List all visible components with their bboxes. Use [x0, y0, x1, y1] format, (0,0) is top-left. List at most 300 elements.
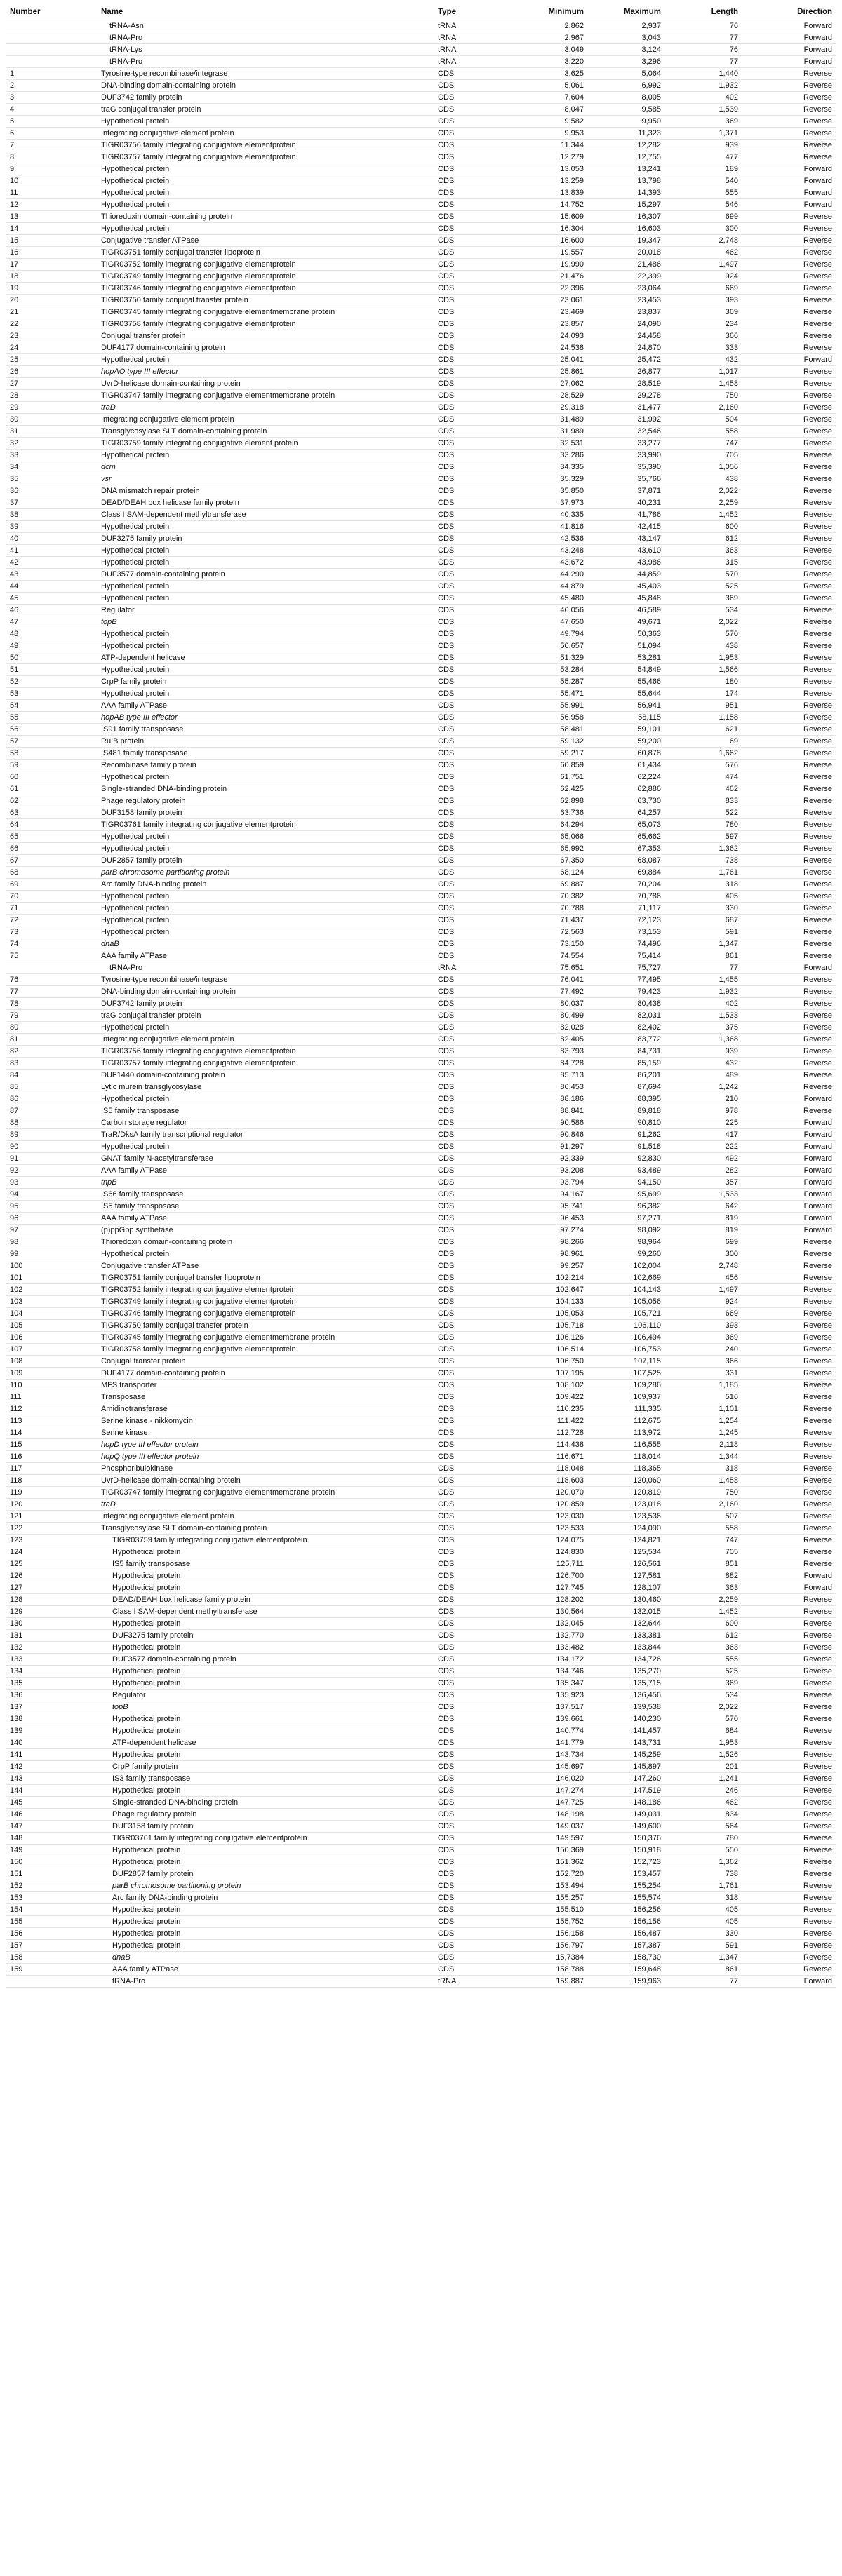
- header-number: Number: [6, 4, 97, 20]
- cell-number: 117: [6, 1463, 97, 1475]
- cell-maximum: 8,005: [588, 92, 665, 104]
- cell-direction: Reverse: [742, 1022, 836, 1034]
- cell-type: CDS: [434, 1368, 511, 1380]
- cell-name: DNA mismatch repair protein: [97, 485, 434, 497]
- cell-minimum: 31,489: [511, 414, 588, 426]
- cell-number: 29: [6, 402, 97, 414]
- cell-name: traG conjugal transfer protein: [97, 104, 434, 116]
- cell-maximum: 73,153: [588, 926, 665, 938]
- cell-minimum: 75,651: [511, 962, 588, 974]
- cell-minimum: 28,529: [511, 390, 588, 402]
- cell-number: 89: [6, 1129, 97, 1141]
- table-row: [6, 128, 836, 140]
- cell-number: 52: [6, 676, 97, 688]
- cell-length: 234: [665, 318, 742, 330]
- cell-number: 119: [6, 1487, 97, 1499]
- cell-minimum: 9,953: [511, 128, 588, 140]
- cell-direction: Reverse: [742, 1511, 836, 1523]
- cell-number: 154: [6, 1904, 97, 1916]
- cell-name: Hypothetical protein: [97, 521, 434, 533]
- cell-number: 126: [6, 1570, 97, 1582]
- cell-direction: Reverse: [742, 450, 836, 461]
- cell-minimum: 145,697: [511, 1761, 588, 1773]
- cell-type: CDS: [434, 1201, 511, 1213]
- cell-length: 861: [665, 1964, 742, 1976]
- table-row: [6, 1606, 836, 1618]
- cell-number: 37: [6, 497, 97, 509]
- cell-maximum: 107,525: [588, 1368, 665, 1380]
- cell-maximum: 149,600: [588, 1821, 665, 1833]
- cell-maximum: 45,848: [588, 593, 665, 605]
- cell-length: 462: [665, 783, 742, 795]
- table-row: [6, 187, 836, 199]
- table-row: [6, 68, 836, 80]
- cell-direction: Reverse: [742, 1678, 836, 1690]
- gene-annotation-table: [6, 4, 836, 1988]
- cell-number: 144: [6, 1785, 97, 1797]
- cell-name: DUF4177 domain-containing protein: [97, 1368, 434, 1380]
- cell-maximum: 112,675: [588, 1415, 665, 1427]
- cell-minimum: 62,425: [511, 783, 588, 795]
- cell-maximum: 22,399: [588, 271, 665, 283]
- cell-name: IS5 family transposase: [97, 1558, 434, 1570]
- cell-type: CDS: [434, 879, 511, 891]
- cell-maximum: 91,518: [588, 1141, 665, 1153]
- cell-direction: Reverse: [742, 712, 836, 724]
- cell-maximum: 99,260: [588, 1248, 665, 1260]
- cell-direction: Reverse: [742, 855, 836, 867]
- cell-direction: Forward: [742, 1213, 836, 1225]
- cell-direction: Reverse: [742, 151, 836, 163]
- cell-minimum: 72,563: [511, 926, 588, 938]
- cell-type: CDS: [434, 1642, 511, 1654]
- cell-name: (p)ppGpp synthetase: [97, 1225, 434, 1236]
- table-row: [6, 1749, 836, 1761]
- cell-direction: Reverse: [742, 1391, 836, 1403]
- cell-maximum: 35,390: [588, 461, 665, 473]
- cell-name: Hypothetical protein: [97, 1713, 434, 1725]
- table-row: [6, 1475, 836, 1487]
- table-row: [6, 1260, 836, 1272]
- cell-maximum: 105,056: [588, 1296, 665, 1308]
- cell-minimum: 99,257: [511, 1260, 588, 1272]
- cell-maximum: 85,159: [588, 1058, 665, 1070]
- cell-length: 882: [665, 1570, 742, 1582]
- cell-type: CDS: [434, 497, 511, 509]
- cell-number: 34: [6, 461, 97, 473]
- cell-maximum: 64,257: [588, 807, 665, 819]
- cell-direction: Reverse: [742, 1236, 836, 1248]
- cell-minimum: 51,329: [511, 652, 588, 664]
- cell-length: 456: [665, 1272, 742, 1284]
- header-minimum: Minimum: [511, 4, 588, 20]
- cell-minimum: 106,750: [511, 1356, 588, 1368]
- cell-minimum: 23,469: [511, 306, 588, 318]
- cell-length: 432: [665, 1058, 742, 1070]
- cell-number: 158: [6, 1952, 97, 1964]
- cell-number: 63: [6, 807, 97, 819]
- cell-maximum: 70,786: [588, 891, 665, 903]
- cell-minimum: 88,841: [511, 1105, 588, 1117]
- cell-length: 225: [665, 1117, 742, 1129]
- cell-number: 103: [6, 1296, 97, 1308]
- cell-name: AAA family ATPase: [97, 1964, 434, 1976]
- table-row: [6, 807, 836, 819]
- cell-number: 84: [6, 1070, 97, 1081]
- cell-maximum: 79,423: [588, 986, 665, 998]
- cell-maximum: 31,477: [588, 402, 665, 414]
- cell-length: 851: [665, 1558, 742, 1570]
- cell-number: 94: [6, 1189, 97, 1201]
- cell-maximum: 102,004: [588, 1260, 665, 1272]
- cell-direction: Reverse: [742, 1642, 836, 1654]
- cell-type: CDS: [434, 676, 511, 688]
- cell-minimum: 91,297: [511, 1141, 588, 1153]
- cell-maximum: 130,460: [588, 1594, 665, 1606]
- cell-minimum: 56,958: [511, 712, 588, 724]
- cell-minimum: 155,510: [511, 1904, 588, 1916]
- cell-name: AAA family ATPase: [97, 950, 434, 962]
- cell-number: 133: [6, 1654, 97, 1666]
- cell-type: CDS: [434, 1940, 511, 1952]
- table-row: [6, 1165, 836, 1177]
- cell-direction: Reverse: [742, 533, 836, 545]
- table-row: [6, 652, 836, 664]
- cell-minimum: 3,220: [511, 56, 588, 68]
- cell-direction: Reverse: [742, 1451, 836, 1463]
- cell-type: CDS: [434, 1761, 511, 1773]
- cell-direction: Reverse: [742, 1821, 836, 1833]
- cell-maximum: 109,286: [588, 1380, 665, 1391]
- cell-length: 69: [665, 736, 742, 748]
- cell-maximum: 43,147: [588, 533, 665, 545]
- cell-number: 104: [6, 1308, 97, 1320]
- cell-direction: Reverse: [742, 342, 836, 354]
- cell-minimum: 2,862: [511, 20, 588, 32]
- cell-direction: Reverse: [742, 366, 836, 378]
- cell-type: CDS: [434, 1797, 511, 1809]
- table-row: [6, 259, 836, 271]
- cell-number: 113: [6, 1415, 97, 1427]
- cell-maximum: 50,363: [588, 628, 665, 640]
- cell-type: CDS: [434, 1153, 511, 1165]
- cell-minimum: 150,369: [511, 1845, 588, 1856]
- cell-minimum: 132,045: [511, 1618, 588, 1630]
- cell-name: Regulator: [97, 605, 434, 616]
- cell-type: CDS: [434, 1785, 511, 1797]
- cell-length: 405: [665, 891, 742, 903]
- table-row: [6, 533, 836, 545]
- cell-number: 57: [6, 736, 97, 748]
- cell-length: 1,185: [665, 1380, 742, 1391]
- cell-direction: Forward: [742, 20, 836, 32]
- cell-maximum: 3,043: [588, 32, 665, 44]
- cell-minimum: 24,093: [511, 330, 588, 342]
- cell-type: tRNA: [434, 44, 511, 56]
- cell-length: 1,533: [665, 1189, 742, 1201]
- cell-minimum: 102,214: [511, 1272, 588, 1284]
- cell-direction: Reverse: [742, 1856, 836, 1868]
- cell-maximum: 128,107: [588, 1582, 665, 1594]
- cell-minimum: 92,339: [511, 1153, 588, 1165]
- cell-number: 14: [6, 223, 97, 235]
- cell-direction: Reverse: [742, 1606, 836, 1618]
- cell-direction: Forward: [742, 1165, 836, 1177]
- cell-type: CDS: [434, 593, 511, 605]
- cell-maximum: 106,753: [588, 1344, 665, 1356]
- cell-type: CDS: [434, 128, 511, 140]
- cell-number: 53: [6, 688, 97, 700]
- cell-direction: Reverse: [742, 1463, 836, 1475]
- cell-name: DUF1440 domain-containing protein: [97, 1070, 434, 1081]
- cell-minimum: 55,991: [511, 700, 588, 712]
- cell-minimum: 102,647: [511, 1284, 588, 1296]
- cell-name: Tyrosine-type recombinase/integrase: [97, 68, 434, 80]
- cell-type: CDS: [434, 1332, 511, 1344]
- cell-number: 59: [6, 760, 97, 771]
- cell-name: TIGR03746 family integrating conjugative elementprotein: [97, 283, 434, 295]
- cell-number: 61: [6, 783, 97, 795]
- cell-number: 47: [6, 616, 97, 628]
- cell-length: 1,953: [665, 1737, 742, 1749]
- cell-name: Hypothetical protein: [97, 450, 434, 461]
- cell-number: 77: [6, 986, 97, 998]
- cell-direction: Reverse: [742, 68, 836, 80]
- cell-name: Hypothetical protein: [97, 354, 434, 366]
- cell-name: TIGR03756 family integrating conjugative elementprotein: [97, 140, 434, 151]
- cell-length: 315: [665, 557, 742, 569]
- cell-type: CDS: [434, 163, 511, 175]
- cell-minimum: 83,793: [511, 1046, 588, 1058]
- cell-number: 149: [6, 1845, 97, 1856]
- cell-direction: Reverse: [742, 1928, 836, 1940]
- cell-direction: Reverse: [742, 1105, 836, 1117]
- cell-maximum: 43,986: [588, 557, 665, 569]
- cell-name: Serine kinase: [97, 1427, 434, 1439]
- cell-length: 534: [665, 1690, 742, 1701]
- cell-number: 155: [6, 1916, 97, 1928]
- cell-direction: Reverse: [742, 986, 836, 998]
- cell-maximum: 91,262: [588, 1129, 665, 1141]
- cell-maximum: 45,403: [588, 581, 665, 593]
- cell-minimum: 156,158: [511, 1928, 588, 1940]
- cell-minimum: 19,557: [511, 247, 588, 259]
- cell-direction: Reverse: [742, 1046, 836, 1058]
- cell-minimum: 96,453: [511, 1213, 588, 1225]
- cell-name: Hypothetical protein: [97, 1928, 434, 1940]
- table-row: [6, 1546, 836, 1558]
- cell-type: tRNA: [434, 962, 511, 974]
- cell-type: CDS: [434, 1678, 511, 1690]
- cell-type: CDS: [434, 1415, 511, 1427]
- cell-minimum: 59,132: [511, 736, 588, 748]
- cell-number: 153: [6, 1892, 97, 1904]
- cell-number: 128: [6, 1594, 97, 1606]
- cell-number: 38: [6, 509, 97, 521]
- cell-number: [6, 56, 97, 68]
- cell-minimum: 3,049: [511, 44, 588, 56]
- cell-maximum: 61,434: [588, 760, 665, 771]
- cell-type: CDS: [434, 1177, 511, 1189]
- cell-length: 1,761: [665, 867, 742, 879]
- cell-length: 2,118: [665, 1439, 742, 1451]
- cell-length: 1,761: [665, 1880, 742, 1892]
- cell-minimum: 123,533: [511, 1523, 588, 1535]
- cell-maximum: 56,941: [588, 700, 665, 712]
- header-maximum: Maximum: [588, 4, 665, 20]
- cell-name: TIGR03758 family integrating conjugative elementprotein: [97, 1344, 434, 1356]
- cell-maximum: 104,143: [588, 1284, 665, 1296]
- cell-direction: Forward: [742, 199, 836, 211]
- cell-type: CDS: [434, 1010, 511, 1022]
- cell-minimum: 7,604: [511, 92, 588, 104]
- cell-direction: Reverse: [742, 1880, 836, 1892]
- cell-name: Hypothetical protein: [97, 1856, 434, 1868]
- cell-direction: Forward: [742, 1189, 836, 1201]
- cell-maximum: 75,414: [588, 950, 665, 962]
- cell-type: CDS: [434, 688, 511, 700]
- cell-type: CDS: [434, 569, 511, 581]
- cell-number: 114: [6, 1427, 97, 1439]
- cell-number: 35: [6, 473, 97, 485]
- cell-type: CDS: [434, 390, 511, 402]
- cell-direction: Reverse: [742, 1523, 836, 1535]
- cell-length: 489: [665, 1070, 742, 1081]
- cell-name: TIGR03749 family integrating conjugative elementprotein: [97, 271, 434, 283]
- cell-minimum: 108,102: [511, 1380, 588, 1391]
- table-row: [6, 974, 836, 986]
- cell-minimum: 5,061: [511, 80, 588, 92]
- cell-minimum: 105,053: [511, 1308, 588, 1320]
- cell-type: CDS: [434, 1570, 511, 1582]
- cell-minimum: 8,047: [511, 104, 588, 116]
- cell-length: 2,259: [665, 497, 742, 509]
- cell-direction: Reverse: [742, 831, 836, 843]
- cell-maximum: 120,060: [588, 1475, 665, 1487]
- cell-number: 9: [6, 163, 97, 175]
- table-row: [6, 616, 836, 628]
- cell-name: AAA family ATPase: [97, 1213, 434, 1225]
- cell-type: CDS: [434, 616, 511, 628]
- cell-maximum: 134,726: [588, 1654, 665, 1666]
- cell-number: 83: [6, 1058, 97, 1070]
- cell-maximum: 25,472: [588, 354, 665, 366]
- cell-direction: Reverse: [742, 1439, 836, 1451]
- cell-direction: Forward: [742, 1582, 836, 1594]
- cell-name: Hypothetical protein: [97, 664, 434, 676]
- cell-minimum: 158,788: [511, 1964, 588, 1976]
- cell-name: DUF3577 domain-containing protein: [97, 1654, 434, 1666]
- cell-name: traD: [97, 402, 434, 414]
- cell-number: 6: [6, 128, 97, 140]
- cell-name: Thioredoxin domain-containing protein: [97, 211, 434, 223]
- cell-number: 148: [6, 1833, 97, 1845]
- table-row: [6, 1236, 836, 1248]
- cell-type: CDS: [434, 736, 511, 748]
- cell-maximum: 156,487: [588, 1928, 665, 1940]
- cell-minimum: 16,600: [511, 235, 588, 247]
- cell-type: CDS: [434, 640, 511, 652]
- cell-direction: Reverse: [742, 998, 836, 1010]
- cell-type: CDS: [434, 247, 511, 259]
- cell-number: 49: [6, 640, 97, 652]
- cell-name: DUF3742 family protein: [97, 92, 434, 104]
- cell-length: 612: [665, 1630, 742, 1642]
- cell-minimum: 13,053: [511, 163, 588, 175]
- cell-maximum: 98,092: [588, 1225, 665, 1236]
- cell-minimum: 132,770: [511, 1630, 588, 1642]
- table-row: [6, 760, 836, 771]
- cell-minimum: 61,751: [511, 771, 588, 783]
- cell-number: 33: [6, 450, 97, 461]
- table-row: [6, 962, 836, 974]
- cell-number: 100: [6, 1260, 97, 1272]
- cell-minimum: 15,609: [511, 211, 588, 223]
- cell-number: 10: [6, 175, 97, 187]
- cell-name: topB: [97, 1701, 434, 1713]
- cell-minimum: 85,713: [511, 1070, 588, 1081]
- cell-maximum: 107,115: [588, 1356, 665, 1368]
- cell-name: tRNA-Pro: [97, 962, 434, 974]
- cell-minimum: 2,967: [511, 32, 588, 44]
- cell-direction: Forward: [742, 1129, 836, 1141]
- cell-minimum: 49,794: [511, 628, 588, 640]
- cell-type: CDS: [434, 545, 511, 557]
- cell-type: CDS: [434, 581, 511, 593]
- cell-number: 118: [6, 1475, 97, 1487]
- cell-direction: Forward: [742, 56, 836, 68]
- cell-direction: Reverse: [742, 426, 836, 438]
- table-row: [6, 1022, 836, 1034]
- cell-type: CDS: [434, 223, 511, 235]
- cell-type: CDS: [434, 1725, 511, 1737]
- cell-name: TIGR03746 family integrating conjugative elementprotein: [97, 1308, 434, 1320]
- cell-type: CDS: [434, 1058, 511, 1070]
- table-row: [6, 1332, 836, 1344]
- cell-direction: Reverse: [742, 1248, 836, 1260]
- cell-length: 462: [665, 247, 742, 259]
- header-type: Type: [434, 4, 511, 20]
- cell-minimum: 77,492: [511, 986, 588, 998]
- cell-name: AAA family ATPase: [97, 1165, 434, 1177]
- cell-direction: Reverse: [742, 581, 836, 593]
- cell-number: 26: [6, 366, 97, 378]
- cell-length: 750: [665, 390, 742, 402]
- cell-minimum: 42,536: [511, 533, 588, 545]
- cell-maximum: 26,877: [588, 366, 665, 378]
- cell-type: CDS: [434, 771, 511, 783]
- cell-type: CDS: [434, 998, 511, 1010]
- cell-number: 150: [6, 1856, 97, 1868]
- cell-type: CDS: [434, 342, 511, 354]
- cell-name: Serine kinase - nikkomycin: [97, 1415, 434, 1427]
- table-row: [6, 271, 836, 283]
- cell-direction: Reverse: [742, 1081, 836, 1093]
- cell-length: 699: [665, 211, 742, 223]
- cell-number: 111: [6, 1391, 97, 1403]
- cell-length: 1,526: [665, 1749, 742, 1761]
- cell-name: Hypothetical protein: [97, 771, 434, 783]
- cell-minimum: 93,208: [511, 1165, 588, 1177]
- cell-length: 318: [665, 879, 742, 891]
- cell-minimum: 86,453: [511, 1081, 588, 1093]
- cell-direction: Reverse: [742, 1690, 836, 1701]
- cell-type: CDS: [434, 1236, 511, 1248]
- cell-minimum: 80,499: [511, 1010, 588, 1022]
- table-row: [6, 1403, 836, 1415]
- cell-direction: Reverse: [742, 688, 836, 700]
- table-row: [6, 104, 836, 116]
